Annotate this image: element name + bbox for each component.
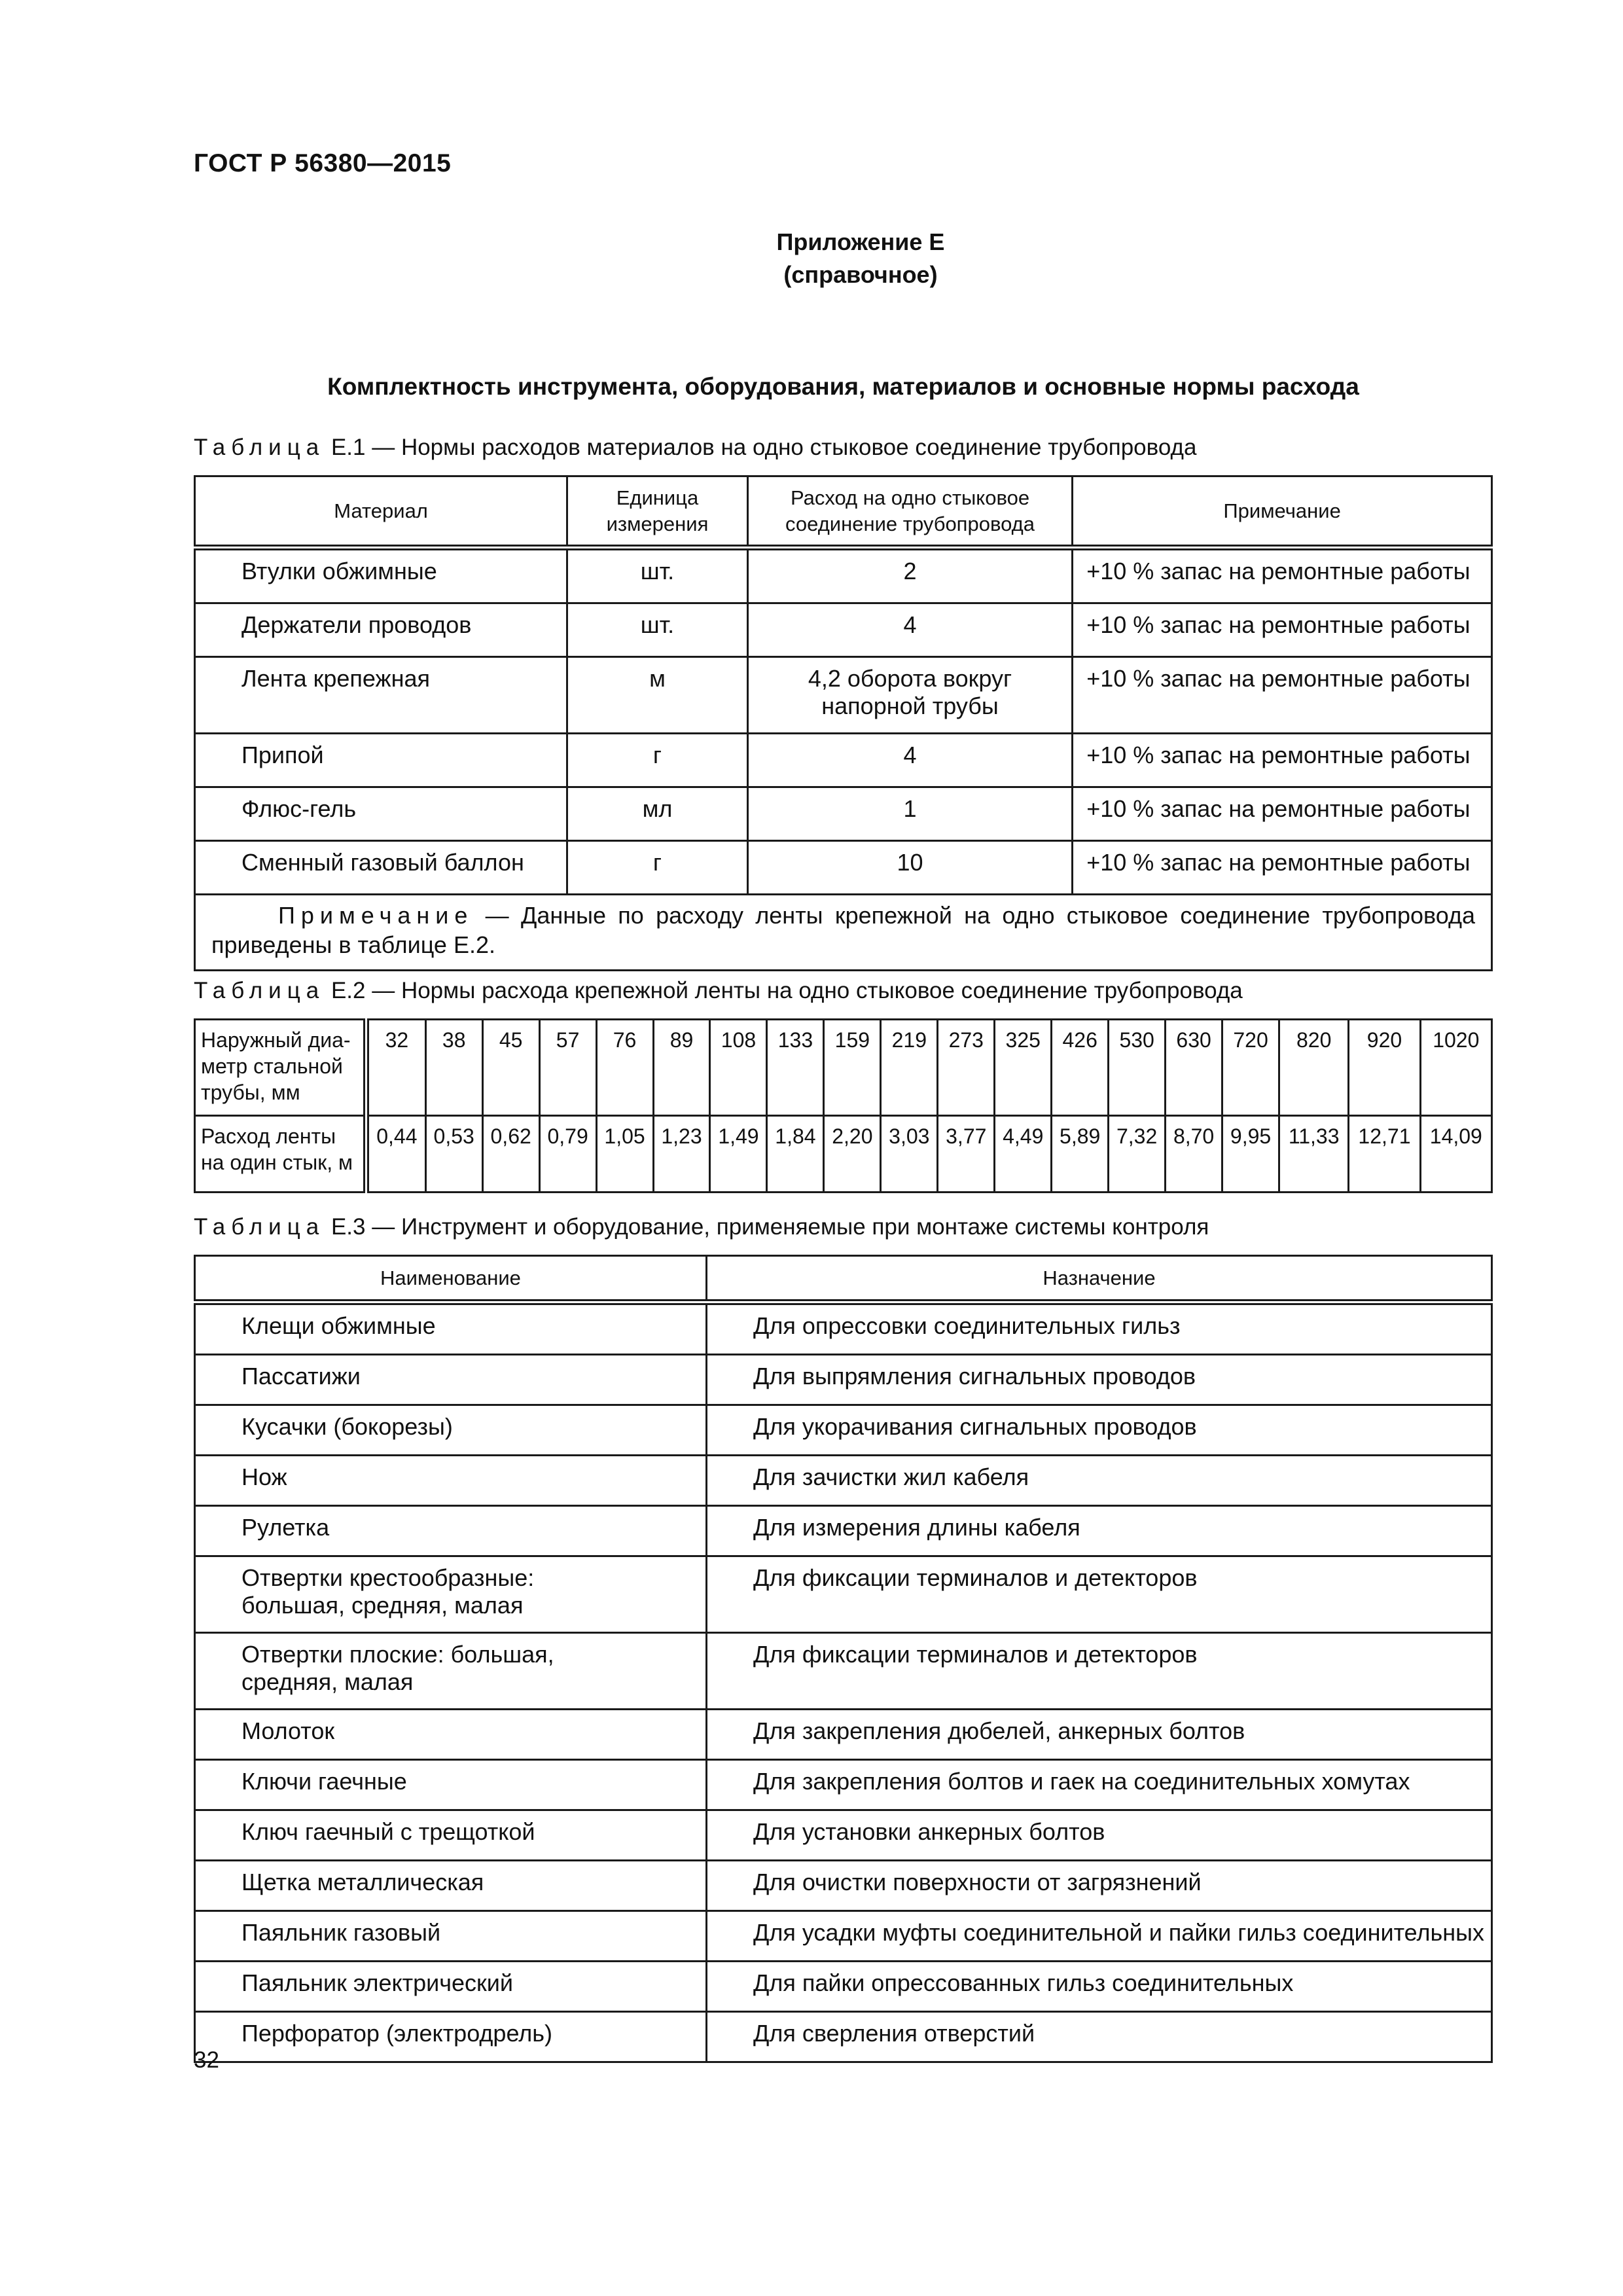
table1-cell-material: Держатели проводов	[195, 603, 567, 657]
table3-cell-purpose: Для усадки муфты соединительной и пайки гильз соединительных	[706, 1911, 1491, 1962]
table2-diameter-cell: 32	[366, 1020, 426, 1116]
table3-cell-name: Кусачки (бокорезы)	[195, 1405, 707, 1456]
table2-diameter-cell: 219	[881, 1020, 938, 1116]
table2-consumption-cell: 0,62	[482, 1116, 539, 1193]
table3-cell-purpose: Для очистки поверхности от загрязнений	[706, 1861, 1491, 1911]
section-title: Комплектность инструмента, оборудования, материалов и основные нормы расхода	[327, 373, 1359, 400]
table2-consumption-cell: 7,32	[1109, 1116, 1166, 1193]
table1-cell-material: Сменный газовый баллон	[195, 841, 567, 895]
table-row	[195, 1810, 1492, 1861]
table-row	[195, 841, 1492, 895]
table2-diameter-cell: 720	[1222, 1020, 1279, 1116]
appendix-heading	[0, 226, 1623, 291]
table3-caption-label: Таблица	[194, 1214, 325, 1240]
table2-diameter-cell: 530	[1109, 1020, 1166, 1116]
table1-cell-amount: 4,2 оборота вокруг напорной трубы	[747, 657, 1072, 734]
table2-consumption-cell: 2,20	[824, 1116, 881, 1193]
table1-cell-note: +10 % запас на ремонтные работы	[1073, 657, 1492, 734]
table2-diameter-cell: 820	[1279, 1020, 1349, 1116]
table1-header-unit: Единица измерения	[567, 476, 748, 548]
table2-diameter-cell: 133	[767, 1020, 824, 1116]
table2-consumption-cell: 0,44	[366, 1116, 426, 1193]
table3-cell-purpose: Для фиксации терминалов и детекторов	[706, 1633, 1491, 1710]
table2-consumption-cell: 9,95	[1222, 1116, 1279, 1193]
table1-note-label: Примечание	[278, 902, 474, 929]
table2-diameter-cell: 38	[425, 1020, 482, 1116]
table2-diameter-cell: 1020	[1420, 1020, 1491, 1116]
table-row	[195, 1556, 1492, 1633]
table2-caption-label: Таблица	[194, 978, 325, 1003]
table1-cell-note: +10 % запас на ремонтные работы	[1073, 841, 1492, 895]
table-row	[195, 1710, 1492, 1760]
table1-caption-text: Е.1 — Нормы расходов материалов на одно стыковое соединение трубопровода	[325, 435, 1197, 460]
table2-diameter-cell: 630	[1166, 1020, 1222, 1116]
document-code: ГОСТ Р 56380—2015	[194, 149, 452, 177]
table1-note-text: — Данные по расходу ленты крепежной на одно стыковое соединение трубопровода приведены в таблице Е.2.	[211, 902, 1475, 958]
table2-diameter-cell: 325	[995, 1020, 1052, 1116]
table1-cell-note: +10 % запас на ремонтные работы	[1073, 734, 1492, 787]
table-row	[195, 1633, 1492, 1710]
table3-cell-purpose: Для установки анкерных болтов	[706, 1810, 1491, 1861]
table-e3	[194, 1255, 1493, 2063]
table-row	[195, 787, 1492, 841]
table1-cell-unit: шт.	[567, 603, 748, 657]
table2-diameter-row	[195, 1020, 1492, 1116]
table2-diameter-cell: 108	[710, 1020, 767, 1116]
table-row	[195, 1962, 1492, 2012]
table3-cell-name: Ключи гаечные	[195, 1760, 707, 1810]
table3-header-name: Наименование	[195, 1256, 707, 1302]
table1-cell-material: Флюс-гель	[195, 787, 567, 841]
table-row	[195, 1355, 1492, 1405]
table1-header-note: Примечание	[1073, 476, 1492, 548]
table1-cell-note: +10 % запас на ремонтные работы	[1073, 548, 1492, 603]
page-number: 32	[194, 2047, 219, 2073]
table2-consumption-cell: 0,53	[425, 1116, 482, 1193]
table2-diameter-cell: 273	[938, 1020, 995, 1116]
table2-consumption-cell: 8,70	[1166, 1116, 1222, 1193]
table-row	[195, 1405, 1492, 1456]
table-e1	[194, 475, 1493, 971]
table2-consumption-cell: 1,23	[653, 1116, 710, 1193]
table3-cell-purpose: Для измерения длины кабеля	[706, 1506, 1491, 1556]
table2-consumption-cell: 5,89	[1052, 1116, 1109, 1193]
table-row	[195, 734, 1492, 787]
table3-cell-purpose: Для сверления отверстий	[706, 2012, 1491, 2062]
table1-cell-unit: м	[567, 657, 748, 734]
table-row	[195, 548, 1492, 603]
table3-cell-name: Щетка металлическая	[195, 1861, 707, 1911]
table-row	[195, 1506, 1492, 1556]
table3-caption	[194, 1214, 1493, 1240]
table1-caption-label: Таблица	[194, 435, 325, 460]
table1-cell-material: Втулки обжимные	[195, 548, 567, 603]
table3-cell-name: Паяльник электрический	[195, 1962, 707, 2012]
appendix-title: Приложение Е	[776, 228, 945, 255]
table2-consumption-cell: 1,05	[596, 1116, 653, 1193]
table3-cell-name: Молоток	[195, 1710, 707, 1760]
table1-cell-note: +10 % запас на ремонтные работы	[1073, 603, 1492, 657]
table3-cell-name: Ключ гаечный с трещоткой	[195, 1810, 707, 1861]
table1-cell-note: +10 % запас на ремонтные работы	[1073, 787, 1492, 841]
table1-cell-material: Лента крепежная	[195, 657, 567, 734]
table2-consumption-cell: 11,33	[1279, 1116, 1349, 1193]
table-row	[195, 1911, 1492, 1962]
table1-note	[195, 895, 1492, 971]
table1-cell-unit: шт.	[567, 548, 748, 603]
table2-diameter-cell: 426	[1052, 1020, 1109, 1116]
table3-cell-name: Рулетка	[195, 1506, 707, 1556]
table2-consumption-cell: 0,79	[539, 1116, 596, 1193]
table3-cell-purpose: Для выпрямления сигнальных проводов	[706, 1355, 1491, 1405]
table2-row-header-diameter: Наружный диа-метр стальной трубы, мм	[195, 1020, 366, 1116]
table-row	[195, 1861, 1492, 1911]
table3-header-purpose: Назначение	[706, 1256, 1491, 1302]
table-row	[195, 2012, 1492, 2062]
table2-diameter-cell: 76	[596, 1020, 653, 1116]
table1-note-row	[195, 895, 1492, 971]
table1-cell-unit: мл	[567, 787, 748, 841]
table1-header-material: Материал	[195, 476, 567, 548]
table3-caption-text: Е.3 — Инструмент и оборудование, применяемые при монтаже системы контроля	[325, 1214, 1209, 1240]
table2-consumption-row	[195, 1116, 1492, 1193]
table1-cell-unit: г	[567, 841, 748, 895]
table3-cell-name: Отвертки плоские: большая, средняя, малая	[195, 1633, 707, 1710]
table2-consumption-cell: 14,09	[1420, 1116, 1491, 1193]
table3-cell-purpose: Для пайки опрессованных гильз соединительных	[706, 1962, 1491, 2012]
table2-diameter-cell: 159	[824, 1020, 881, 1116]
table3-cell-purpose: Для закрепления болтов и гаек на соединительных хомутах	[706, 1760, 1491, 1810]
table1-cell-amount: 1	[747, 787, 1072, 841]
table1-header-consumption: Расход на одно стыковое соединение трубопровода	[747, 476, 1072, 548]
table2-consumption-cell: 1,49	[710, 1116, 767, 1193]
table3-cell-name: Отвертки крестообразные: большая, средняя, малая	[195, 1556, 707, 1633]
table3-cell-name: Перфоратор (электродрель)	[195, 2012, 707, 2062]
table2-consumption-cell: 3,77	[938, 1116, 995, 1193]
table-row	[195, 603, 1492, 657]
table2-caption-text: Е.2 — Нормы расхода крепежной ленты на одно стыковое соединение трубопровода	[325, 978, 1243, 1003]
table1-caption	[194, 435, 1493, 461]
table2-diameter-cell: 45	[482, 1020, 539, 1116]
table1-cell-amount: 2	[747, 548, 1072, 603]
table2-consumption-cell: 4,49	[995, 1116, 1052, 1193]
table1-cell-amount: 4	[747, 734, 1072, 787]
table1-cell-amount: 4	[747, 603, 1072, 657]
table2-diameter-cell: 89	[653, 1020, 710, 1116]
table3-cell-name: Нож	[195, 1456, 707, 1506]
table-e2	[194, 1018, 1493, 1193]
table3-cell-purpose: Для зачистки жил кабеля	[706, 1456, 1491, 1506]
table3-cell-name: Пассатижи	[195, 1355, 707, 1405]
table-row	[195, 1760, 1492, 1810]
table2-caption	[194, 978, 1493, 1004]
table3-cell-purpose: Для опрессовки соединительных гильз	[706, 1302, 1491, 1355]
table3-cell-purpose: Для фиксации терминалов и детекторов	[706, 1556, 1491, 1633]
table3-cell-purpose: Для укорачивания сигнальных проводов	[706, 1405, 1491, 1456]
table-row	[195, 1456, 1492, 1506]
table2-diameter-cell: 920	[1349, 1020, 1420, 1116]
table3-cell-purpose: Для закрепления дюбелей, анкерных болтов	[706, 1710, 1491, 1760]
table3-cell-name: Паяльник газовый	[195, 1911, 707, 1962]
table2-diameter-cell: 57	[539, 1020, 596, 1116]
table1-cell-material: Припой	[195, 734, 567, 787]
table2-row-header-consumption: Расход ленты на один стык, м	[195, 1116, 366, 1193]
table-row	[195, 657, 1492, 734]
table1-cell-amount: 10	[747, 841, 1072, 895]
table1-cell-unit: г	[567, 734, 748, 787]
table2-consumption-cell: 1,84	[767, 1116, 824, 1193]
table-row	[195, 1302, 1492, 1355]
table2-consumption-cell: 3,03	[881, 1116, 938, 1193]
table3-cell-name: Клещи обжимные	[195, 1302, 707, 1355]
table2-consumption-cell: 12,71	[1349, 1116, 1420, 1193]
appendix-subtitle: (справочное)	[783, 261, 938, 288]
